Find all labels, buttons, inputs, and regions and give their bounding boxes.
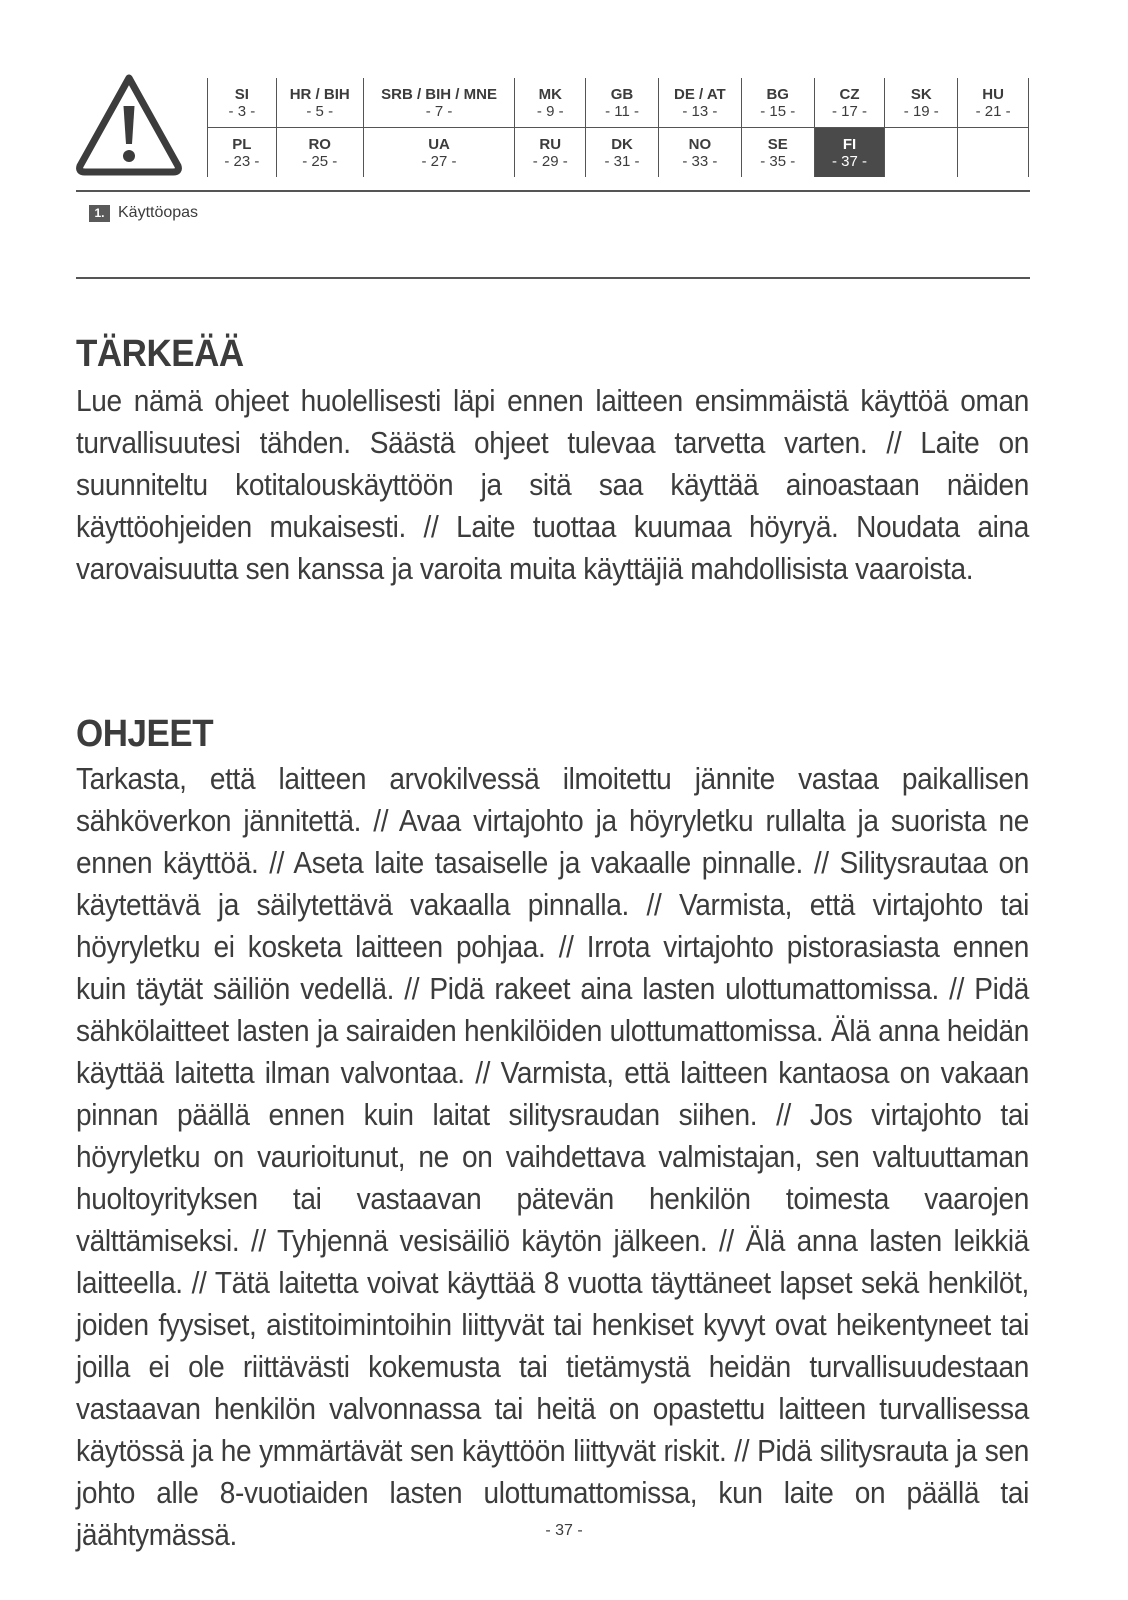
language-index-table xyxy=(207,78,1029,177)
language-cell[interactable]: UA - 27 - xyxy=(363,128,515,178)
language-cell[interactable]: DE / AT - 13 - xyxy=(658,78,741,128)
important-text: Lue nämä ohjeet huolellisesti läpi ennen laitteen ensimmäistä käyttöä oman turvallisuutesi tähden. Säästä ohjeet tulevaa tarvetta varten. // Laite on suunniteltu kotitalouskäyttöön ja sitä saa käyttää ainoastaan näiden käyttöohjeiden mukaisesti. // Laite tuottaa kuumaa höyryä. Noudata aina varovaisuutta sen kanssa ja varoita muita käyttäjiä mahdollisista vaaroista. xyxy=(76,383,1029,586)
header-divider xyxy=(76,190,1030,192)
language-cell[interactable]: CZ - 17 - xyxy=(814,78,885,128)
language-cell-active[interactable]: FI - 37 - xyxy=(814,128,885,178)
important-heading: TÄRKEÄÄ xyxy=(76,333,244,375)
instructions-text: Tarkasta, että laitteen arvokilvessä ilmoitettu jännite vastaa paikallisen sähköverkon jännitettä. // Avaa virtajohto ja höyryletku rullalta ja suorista ne ennen käyttöä. // Aseta laite tasaiselle ja vakaalle pinnalle. // Silitysrautaa on käytettävä ja säilytettävä vakaalla pinnalla. // Varmista, että virtajohto tai höyryletku ei kosketa laitteen pohjaa. // Irrota virtajohto pistorasiasta ennen kuin täytät säiliön vedellä. // Pidä rakeet aina lasten ulottumattomissa. // Pidä sähkölaitteet lasten ja sairaiden henkilöiden ulottumattomissa. Älä anna heidän käyttää laitetta ilman valvontaa. // Varmista, että laitteen kantaosa on vakaan pinnan päällä ennen kuin laitat silitysraudan siihen. // Jos virtajohto tai höyryletku on vaurioitunut, ne on vaihdettava valmistajan, sen valtuuttaman huoltoyrityksen tai vastaavan pätevän henkilön toimesta vaarojen välttämiseksi. // Tyhjennä vesisäiliö käytön jälkeen. // Älä anna lasten leikkiä laitteella. // Tätä laitetta voivat käyttää 8 vuotta täyttäneet lapset sekä henkilöt, joiden fyysiset, aistitoimintoihin liittyvät tai henkiset kyvyt ovat heikentyneet tai joilla ei ole riittävästi kokemusta tai tietämystä heidän turvallisuudestaan vastaavan henkilön valvonnassa tai heitä on opastettu laitteen turvallisessa käytössä ja he ymmärtävät sen käyttöön liittyvät riskit. // Pidä silitysrauta ja sen johto alle 8-vuotiaiden lasten ulottumattomissa, kun laite on päällä tai jäähtymässä. xyxy=(76,761,1029,1552)
section-divider xyxy=(76,277,1030,279)
language-cell[interactable]: SI - 3 - xyxy=(208,78,277,128)
manual-title: Käyttöopas xyxy=(118,204,199,221)
language-cell[interactable]: RO - 25 - xyxy=(276,128,363,178)
language-cell[interactable]: SRB / BIH / MNE - 7 - xyxy=(363,78,515,128)
language-cell[interactable]: SE - 35 - xyxy=(741,128,814,178)
language-cell[interactable]: GB - 11 - xyxy=(586,78,659,128)
language-cell[interactable]: DK - 31 - xyxy=(586,128,659,178)
language-cell[interactable]: PL - 23 - xyxy=(208,128,277,178)
language-cell[interactable]: HR / BIH - 5 - xyxy=(276,78,363,128)
language-cell[interactable]: MK - 9 - xyxy=(515,78,586,128)
language-row-1 xyxy=(208,78,1029,128)
language-cell[interactable]: NO - 33 - xyxy=(658,128,741,178)
language-cell[interactable]: HU - 21 - xyxy=(958,78,1029,128)
language-cell[interactable]: SK - 19 - xyxy=(885,78,958,128)
page-number: - 37 - xyxy=(545,1522,583,1539)
language-row-2 xyxy=(208,128,1029,178)
language-cell[interactable]: BG - 15 - xyxy=(741,78,814,128)
language-cell-empty xyxy=(885,128,958,178)
language-cell[interactable]: RU - 29 - xyxy=(515,128,586,178)
manual-label xyxy=(89,204,198,222)
language-cell-empty xyxy=(958,128,1029,178)
warning-triangle-icon xyxy=(74,72,184,176)
manual-number-badge: 1. xyxy=(89,205,110,222)
instructions-heading: OHJEET xyxy=(76,713,214,755)
